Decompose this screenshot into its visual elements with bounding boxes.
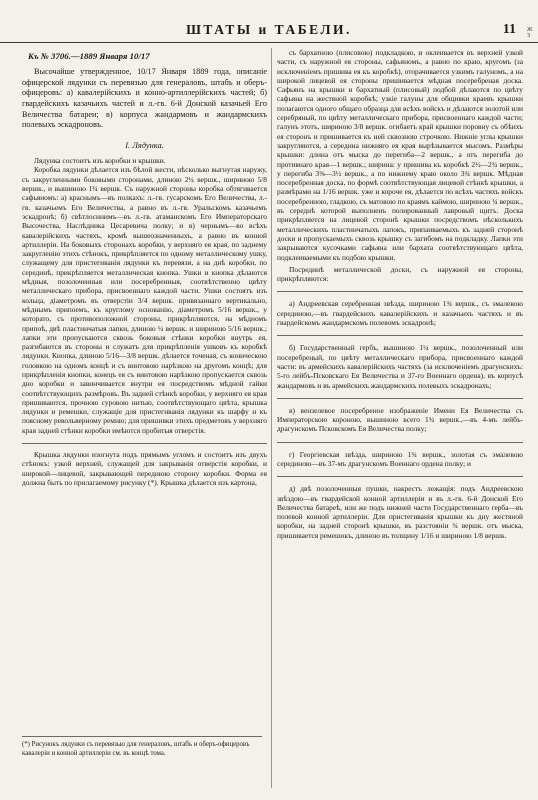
- footnote: (*) Рисунокъ лядунки съ перевязью для генераловъ, штабъ и оберъ-офицеровъ кавалеріи и конной артиллеріи см. въ концѣ тома.: [22, 736, 262, 758]
- decree-summary: Высочайше утвержденное, 10/17 Января 1889 года, описаніе офицерской лядунки съ перевязью для генераловъ, штабъ и оберъ-офицеровъ: а) кавалерійскихъ и конно-артиллерійскихъ частей; б) гвардейскихъ казачьихъ частей и л.-гв. 6-й Донской казачьей Его Величества батареи; в) корпуса жандармовъ и жандармскихъ полевыхъ эскадроновъ.: [22, 67, 267, 130]
- page-number: 11: [502, 22, 516, 37]
- divider: [277, 442, 523, 443]
- list-item: а) Андреевская серебренная звѣзда, шириною 1¾ вершк., съ эмалевою серединою,—въ гвардейскихъ кавалерійскихъ и казачьихъ частяхъ и въ гвардейскомъ жандармскомъ полевомъ эскадронѣ;: [277, 299, 523, 328]
- paragraph: Коробка лядунки дѣлается изъ бѣлой жести, нѣсколько выгнутая наружу, съ закругленными боковыми сторонами, длиною 2¼ вершк., шириною 5/8 вершк., и вышиною 1¼ вершк. Съ наружной стороны коробка обтягивается сафьяномъ: а) краснымъ—въ полкахъ: л.-гв. гусарскомъ Его Величества, л.-гв. казачьемъ Его Величества, а равно въ л.-гв. Уральскомъ казачьемъ эскадронѣ; б) свѣтлосинимъ—въ л.-гв. атаманскомъ Его Императорскаго Высочества, Наслѣдника Цесаревича полку; и в) чернымъ—во всѣхъ кавалерійскихъ частяхъ, кромѣ вышеозначенныхъ, а равно въ конной артиллеріи. На боковыхъ сторонахъ коробки, у верхняго ея края, по заднему закругленію этихъ стѣнокъ, прикрѣпляется по одному металлическому ушку, служащему для пристегиванія лядунки къ перевязи, а на днѣ коробки, по серединѣ, прикрѣпляется металлическая кнопка. Ушки и кнопка дѣлаются мѣдныя, позолоченныя или посеребренныя, соотвѣтственно цвѣту металлическаго прибора, присвоеннаго каждой части. Ушки состоятъ изъ кольца, діаметромъ въ отверстіи 3/4 вершк. привязаннаго вертикально, мѣднымъ припоемъ, къ круглому основанію, діаметромъ 5/16 вершк., у которато, съ противоположной стороны, прикрѣпляются, на мѣдномъ припоѣ, двѣ пластинчатыя лапки, длиною ¼ вершк. и шириною 5/16 вершк.; лапки эти пропускаются сквозь боковыя стѣнки коробки внутрь ея, разгибаются въ стороны и служатъ для прикрѣпленія ушковъ къ коробкѣ лядунки. Кнопка, длиною 5/16—3/8 вершк. дѣлается точеная, съ коническою головкою на одномъ концѣ и съ винтовою нарѣзкою на другомъ концѣ; для прикрѣпленія кнопки, конецъ ея съ винтовою нарѣзкою пропускается сквозь дно коробки и завинчивается внутри ея посредствомъ мѣдной гайки соотвѣтствующихъ размѣровъ. Въ задней стѣнкѣ коробки, у верхняго ея края пришиваются, прочною суровою нитью, соотвѣтствующаго цвѣта, крышка лядунки и ремешки, служащіе для пристегиванія лядунки къ шарфу и къ поясному револьверному ремню; для пришивки этихъ предметовъ у верхняго края задней стѣнки коробки имѣются пробитыя отверстія.: [22, 165, 267, 435]
- divider: [277, 476, 523, 477]
- paragraph: съ бархатною (плисовою) подкладкою, и оклеивается въ верхней узкой части, съ наружной ея стороны, сафьяномъ, а равно по краю, кругомъ (за исключеніемъ пришива ея къ коробкѣ), оторачивается узкимъ галуномъ, а на широкой лицевой ея стороны пришивается мѣдная посеребреная доска. Сафьянъ на крышки и бархатный (плисовый) подбой дѣлаются по цвѣту сафьяна на жестяной коробкѣ; узкіе галуны для общивки краевъ крышки полагаются одного общаго образца для всѣхъ войскъ и дѣлаются золотой или серебряный, по цвѣту металлическаго прибора, присвоеннаго каждой части; галунъ этотъ, шириною 3/8 вершк. огибаетъ край крышки поровну съ обѣихъ ея сторонъ и пришивается къ ней сквозною строчкою. Нижніе углы крышки закругляются, а середина нижняго ея края вырѣзывается мысомъ. Размѣры крышки: длина отъ мыска до перегиба—2 вершк., а отъ перегиба до противнаго края—1 вершк.; ширина: у пришива къ коробкѣ 2½—2¾ вершк., у перегиба 3⅝—3½ вершк., а по нижнему краю около 3¾ вершк. Мѣдная посеребренная доска, по формѣ соотвѣтствующая лицевой стѣнкѣ крышки, а размѣрами на 1/16 вершк. уже и короче ея, дѣлается по всѣхъ частяхъ войскъ посеребренною, гладкою, съ матовою по краямъ каймою, шириною ¼ вершк., въ середнѣ которой выполненъ полированный лавровый щитъ. Доска прикрѣпляется на лицевой сторонѣ крышки посредствомъ нѣсколькихъ металлическихъ пластинчатыхъ лапокъ, припаиваемыхъ къ задней сторонѣ доски и пропускаемыхъ сквозь крышку съ загибомъ на подкладку. Лапки эти закрываются кусочками сафьяна или бархата соотвѣтствующаго цвѣта, подклеиваемыми къ подбою крышки.: [277, 48, 523, 262]
- edge-mark: ж з: [527, 24, 533, 39]
- paragraph: Крышка лядунки изогнута подъ прямымъ угломъ и состоитъ изъ двухъ стѣнокъ: узкой верхней, служащей для закрыванія отверстія коробки, и широкой—лицевой, закрывающей переднюю сторону коробки. Форма ея должна быть по прилагаемому рисунку (*). Крышка дѣлается изъ картона,: [22, 450, 267, 487]
- right-column: [277, 48, 523, 793]
- divider: [277, 335, 523, 336]
- header-title: ШТАТЫ и ТАБЕЛИ.: [186, 22, 352, 37]
- list-item: в) вензелевое посеребреное изображеніе Имени Ея Величества съ Императорскою короною, вышиною всего 1¾ вершк.,—въ 4-мъ лейбъ-драгунскомъ Псковскомъ Ея Величества полку;: [277, 405, 523, 434]
- list-item: д) двѣ позолоченныя пушки, накрестъ лежащія: подъ Андреевскою звѣздою—въ гвардейской конной артиллеріи и въ л.-гв. 6-й Донской Его Величества батареѣ, или же подъ нижней части Государственнаго герба—въ полевой конной артиллеріи. Для пристегиванія крышки къ дну жестяной коробки, на задней сторонѣ крышки, въ разстояніи ¾ вершк. отъ мыска, пришивается ремешокъ, длиною въ толщину 1/16 и шириною 1/8 вершк.: [277, 484, 523, 540]
- divider: [277, 398, 523, 399]
- divider: [22, 443, 267, 444]
- column-divider: [271, 48, 272, 788]
- paragraph: Лядунка состоитъ изъ коробки и крышки.: [34, 156, 166, 166]
- divider: [277, 291, 523, 292]
- left-column: [22, 48, 267, 778]
- section-title: I. Лядунка.: [125, 140, 164, 150]
- paragraph: Посрединѣ металлической доски, съ наружной ея стороны, прикрѣпляются:: [277, 264, 523, 284]
- list-item: г) Георгіевская звѣзда, шириною 1¾ вершк., золотая съ эмалевою серединою—въ 37-мъ драгунскомъ Военнаго ордена полку; и: [277, 449, 523, 468]
- decree-heading: Къ № 3706.—1889 Января 10/17: [28, 51, 150, 61]
- running-header: [0, 22, 538, 43]
- list-item: б) Государственный гербъ, вышиною 1¼ вершк., позолоченный или посеребреный, по цвѣту металлическаго прибора, присвоеннаго каждой части: въ армейскихъ кавалерійскихъ частяхъ (за исключеніемъ драгунскихъ: 5-го лейбъ-Псковскаго Ея Величества и 37-го Военнаго ордена), въ корпусѣ жандармовъ и въ армейскихъ жандармскихъ полевыхъ эскадронахъ;: [277, 343, 523, 390]
